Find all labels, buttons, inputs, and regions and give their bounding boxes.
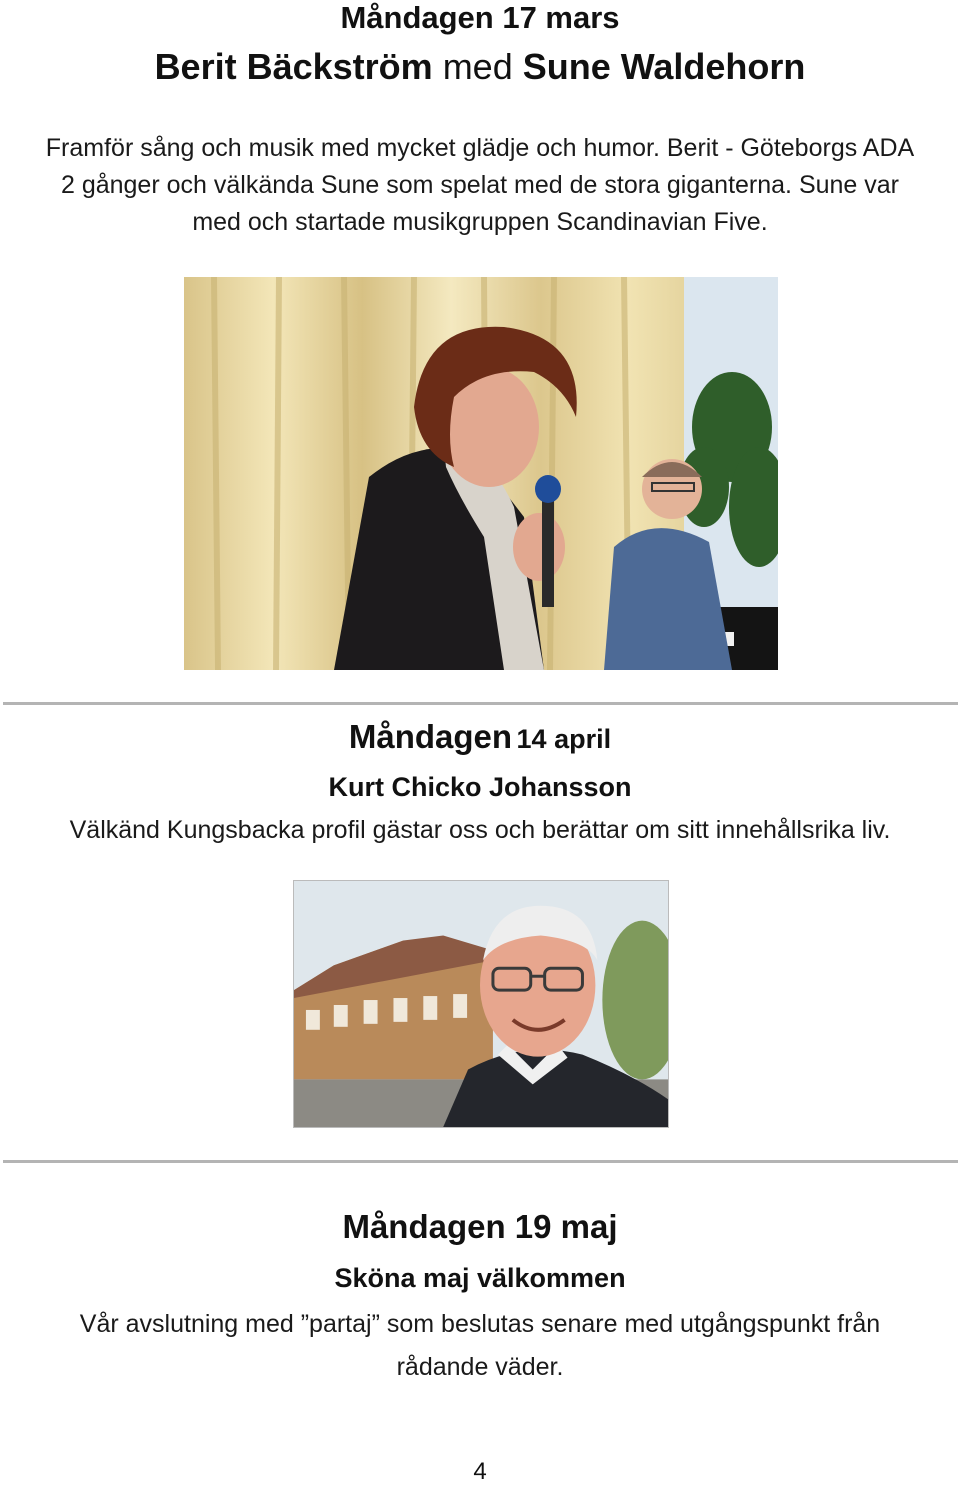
- divider-rule-2: [3, 1160, 958, 1163]
- event1-photo: [184, 277, 778, 670]
- event2-date: [0, 716, 960, 765]
- event1-name-a: Berit Bäckström: [154, 46, 433, 87]
- event1-title: [0, 46, 960, 88]
- event3-line: Vår avslutning med ”partaj” som beslutas senare med utgångspunkt från: [79, 1310, 881, 1338]
- event3-title: Sköna maj välkommen: [334, 1263, 626, 1293]
- event1-line: Framför sång och musik med mycket glädje och humor. Berit - Göteborgs ADA: [45, 134, 915, 162]
- divider-rule-1: [3, 702, 958, 705]
- event1-date: Måndagen 17 mars: [340, 0, 620, 35]
- event2-date-day: Måndagen: [348, 718, 513, 755]
- photo-portrait-man-icon: [294, 881, 668, 1127]
- event1-connector: med: [442, 46, 513, 87]
- event3-description: [0, 1303, 960, 1389]
- event2-date-rest: 14 april: [516, 724, 612, 754]
- page-number: 4: [473, 1458, 487, 1485]
- event1-line: 2 gånger och välkända Sune som spelat med de stora giganterna. Sune var: [60, 171, 900, 199]
- event3-date: Måndagen 19 maj: [342, 1208, 618, 1245]
- event3-line: rådande väder.: [396, 1353, 564, 1381]
- photo-singer-and-pianist-icon: [184, 277, 778, 670]
- event1-description: [0, 130, 960, 241]
- event1-name-b: Sune Waldehorn: [522, 46, 806, 87]
- event1-line: med och startade musikgruppen Scandinavian Five.: [192, 208, 768, 236]
- event2-title: Kurt Chicko Johansson: [328, 772, 632, 802]
- event2-description: Välkänd Kungsbacka profil gästar oss och berättar om sitt innehållsrika liv.: [69, 816, 891, 844]
- event2-photo: [293, 880, 669, 1128]
